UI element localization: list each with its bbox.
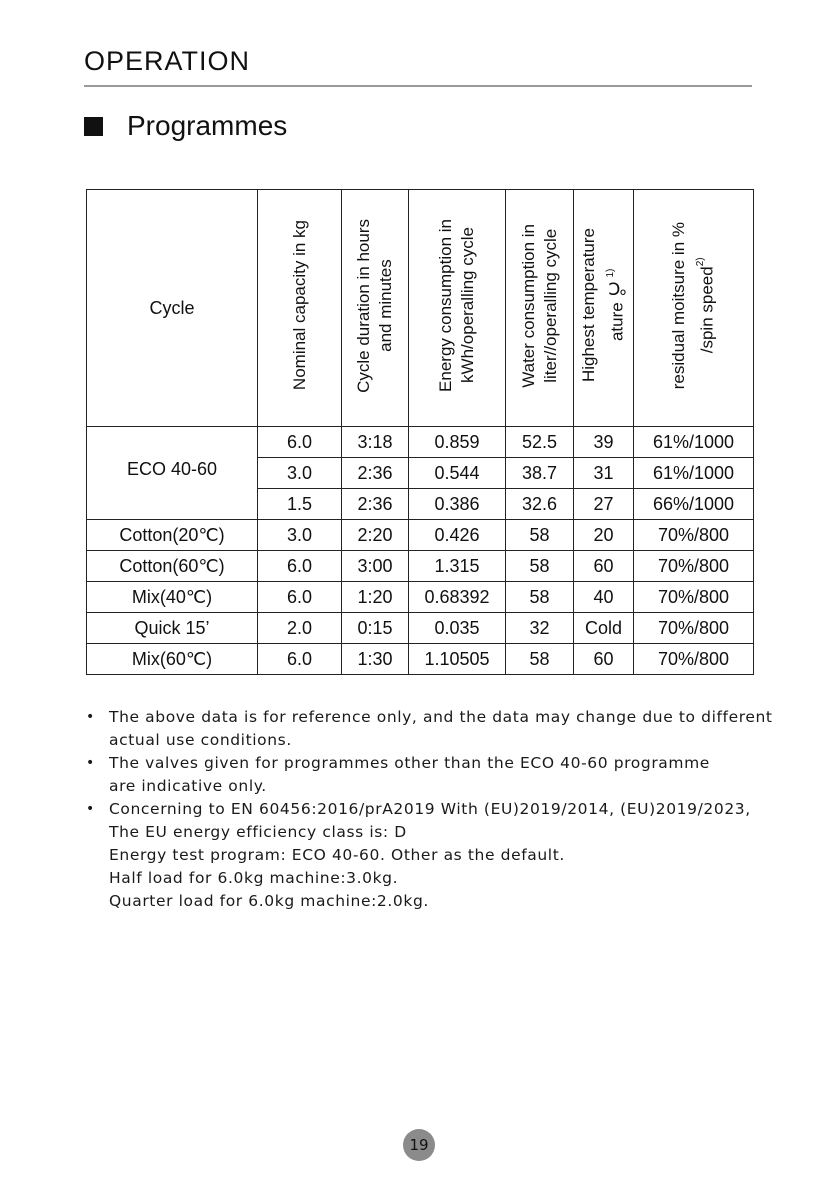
duration-cell: 0:15 xyxy=(342,613,409,644)
duration-cell: 3:00 xyxy=(342,551,409,582)
note-line: Half load for 6.0kg machine:3.0kg. xyxy=(109,869,399,887)
temperature-cell: 31 xyxy=(574,458,634,489)
note-line: The valves given for programmes other than the ECO 40-60 programme xyxy=(109,754,710,772)
energy-cell: 0.426 xyxy=(409,520,506,551)
cycle-cell: Cotton(60℃) xyxy=(87,551,258,582)
cycle-cell: Quick 15’ xyxy=(87,613,258,644)
capacity-cell: 3.0 xyxy=(258,458,342,489)
table-row xyxy=(87,427,754,458)
water-cell: 38.7 xyxy=(506,458,574,489)
header-capacity: Nominal capacity in kg xyxy=(258,190,342,427)
list-item xyxy=(86,752,766,798)
cycle-cell: Mix(40℃) xyxy=(87,582,258,613)
list-item xyxy=(86,706,773,752)
water-cell: 58 xyxy=(506,520,574,551)
moisture-cell: 70%/800 xyxy=(634,520,754,551)
section-title: OPERATION xyxy=(84,46,251,76)
water-cell: 32 xyxy=(506,613,574,644)
bullet-icon: • xyxy=(86,755,95,771)
capacity-cell: 6.0 xyxy=(258,427,342,458)
energy-cell: 1.315 xyxy=(409,551,506,582)
temperature-cell: 60 xyxy=(574,644,634,675)
water-cell: 52.5 xyxy=(506,427,574,458)
note-line: The EU energy efficiency class is: D xyxy=(109,823,407,841)
temperature-cell: 20 xyxy=(574,520,634,551)
programmes-heading xyxy=(84,110,287,142)
energy-cell: 0.035 xyxy=(409,613,506,644)
heading-text: Programmes xyxy=(127,110,288,141)
duration-cell: 1:30 xyxy=(342,644,409,675)
energy-cell: 0.544 xyxy=(409,458,506,489)
note-line: are indicative only. xyxy=(109,777,267,795)
duration-cell: 3:18 xyxy=(342,427,409,458)
temperature-cell: 40 xyxy=(574,582,634,613)
table-row xyxy=(87,520,754,551)
table-row xyxy=(87,551,754,582)
capacity-cell: 1.5 xyxy=(258,489,342,520)
moisture-cell: 70%/800 xyxy=(634,644,754,675)
energy-cell: 1.10505 xyxy=(409,644,506,675)
water-cell: 32.6 xyxy=(506,489,574,520)
capacity-cell: 6.0 xyxy=(258,582,342,613)
temperature-cell: 27 xyxy=(574,489,634,520)
moisture-cell: 70%/800 xyxy=(634,551,754,582)
title-divider xyxy=(84,85,752,87)
energy-cell: 0.859 xyxy=(409,427,506,458)
moisture-cell: 66%/1000 xyxy=(634,489,754,520)
capacity-cell: 6.0 xyxy=(258,551,342,582)
note-line: Quarter load for 6.0kg machine:2.0kg. xyxy=(109,892,429,910)
capacity-cell: 2.0 xyxy=(258,613,342,644)
temperature-cell: 60 xyxy=(574,551,634,582)
bullet-icon: • xyxy=(86,801,95,817)
bullet-icon: • xyxy=(86,709,95,725)
moisture-cell: 61%/1000 xyxy=(634,458,754,489)
duration-cell: 2:36 xyxy=(342,458,409,489)
moisture-cell: 70%/800 xyxy=(634,582,754,613)
note-line: actual use conditions. xyxy=(109,731,292,749)
duration-cell: 2:20 xyxy=(342,520,409,551)
header-water: Water consumption in liter//operalling cycle xyxy=(506,190,574,427)
square-bullet-icon xyxy=(84,117,103,136)
note-line: Energy test program: ECO 40-60. Other as the default. xyxy=(109,846,565,864)
water-cell: 58 xyxy=(506,582,574,613)
programmes-table xyxy=(86,189,754,675)
duration-cell: 2:36 xyxy=(342,489,409,520)
table-row xyxy=(87,644,754,675)
header-moisture: residual moitsure in % /spin speed$^{2)}$ xyxy=(634,190,754,427)
cycle-cell: Mix(60℃) xyxy=(87,644,258,675)
moisture-cell: 70%/800 xyxy=(634,613,754,644)
note-line: Concerning to EN 60456:2016/prA2019 With (EU)2019/2014, (EU)2019/2023, xyxy=(109,800,751,818)
capacity-cell: 6.0 xyxy=(258,644,342,675)
notes-list xyxy=(86,706,773,913)
water-cell: 58 xyxy=(506,551,574,582)
temperature-cell: 39 xyxy=(574,427,634,458)
header-duration: Cycle duration in hours and minutes xyxy=(342,190,409,427)
cycle-cell-eco: ECO 40-60 xyxy=(87,427,258,520)
temperature-cell: Cold xyxy=(574,613,634,644)
moisture-cell: 61%/1000 xyxy=(634,427,754,458)
header-energy: Energy consumption in kWh/operalling cycle xyxy=(409,190,506,427)
page-number-badge: 19 xyxy=(403,1129,435,1161)
water-cell: 58 xyxy=(506,644,574,675)
note-line: The above data is for reference only, and the data may change due to different xyxy=(109,708,773,726)
energy-cell: 0.68392 xyxy=(409,582,506,613)
list-item xyxy=(86,798,766,913)
table-row xyxy=(87,613,754,644)
cycle-cell: Cotton(20℃) xyxy=(87,520,258,551)
duration-cell: 1:20 xyxy=(342,582,409,613)
header-temperature: Highest temperature ature ℃$^{1)}$ xyxy=(574,190,634,427)
table-row xyxy=(87,582,754,613)
header-cycle: Cycle xyxy=(87,190,258,427)
energy-cell: 0.386 xyxy=(409,489,506,520)
table-header-row xyxy=(87,190,754,427)
capacity-cell: 3.0 xyxy=(258,520,342,551)
